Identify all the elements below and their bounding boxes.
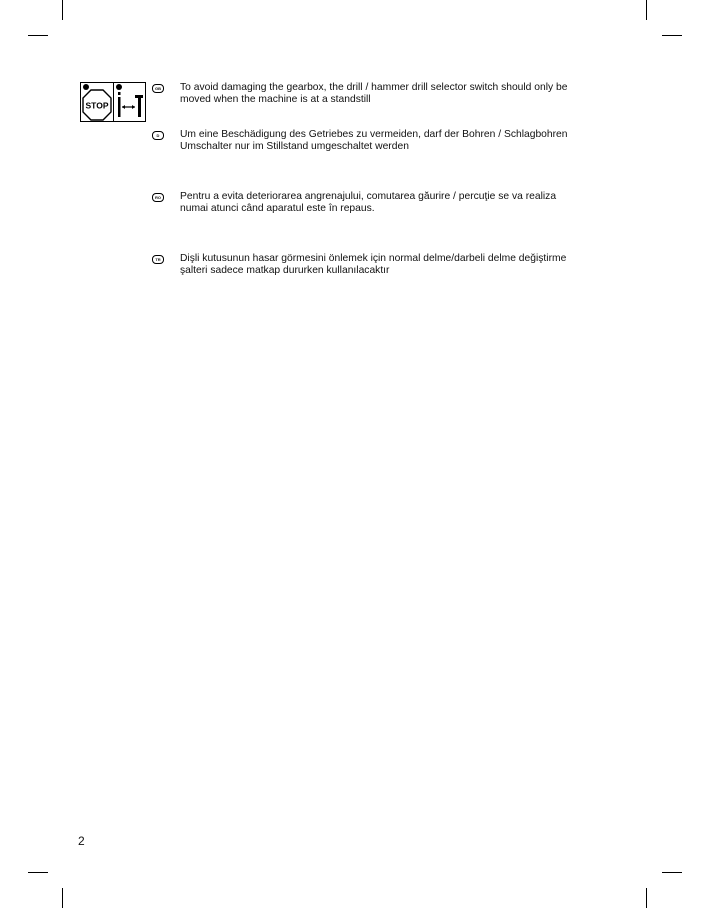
crop-mark-top-right-h — [662, 35, 682, 36]
instruction-text: Um eine Beschädigung des Getriebes zu vermeiden, darf der Bohren / Schlagbohren Umschalter nur im Stillstand umgeschaltet werden — [180, 129, 568, 152]
language-badge: RO — [152, 193, 164, 202]
page-number: 2 — [78, 834, 85, 848]
stop-sign-icon — [82, 89, 112, 121]
crop-mark-bottom-right — [646, 888, 647, 908]
instruction-text: Dişli kutusunun hasar görmesini önlemek için normal delme/darbeli delme değiştirme şalteri sadece matkap dururken kullanılacaktır — [180, 253, 567, 276]
crop-mark-top-left — [62, 0, 63, 20]
stop-switch-pictogram — [80, 82, 146, 122]
instruction-entry-gb — [152, 82, 612, 106]
language-badge: GB — [152, 84, 164, 93]
instruction-entry-tr — [152, 253, 612, 277]
crop-mark-top-left-h — [28, 35, 48, 36]
stop-sign-label: STOP — [85, 100, 109, 111]
crop-mark-bottom-left-h — [28, 872, 48, 873]
instruction-entry-ro — [152, 191, 612, 215]
crop-mark-bottom-left — [62, 888, 63, 908]
instruction-text: Pentru a evita deteriorarea angrenajului, comutarea găurire / percuţie se va realiza numai atunci când aparatul este în repaus. — [180, 191, 557, 214]
instruction-entry-d — [152, 129, 612, 153]
crop-mark-top-right — [646, 0, 647, 20]
instruction-text: To avoid damaging the gearbox, the drill / hammer drill selector switch should only be moved when the machine is at a standstill — [180, 82, 568, 105]
language-badge: D — [152, 131, 164, 140]
pictogram-divider — [113, 83, 114, 121]
drill-hammer-switch-icon — [115, 89, 145, 121]
language-badge: TR — [152, 255, 164, 264]
crop-mark-bottom-right-h — [662, 872, 682, 873]
